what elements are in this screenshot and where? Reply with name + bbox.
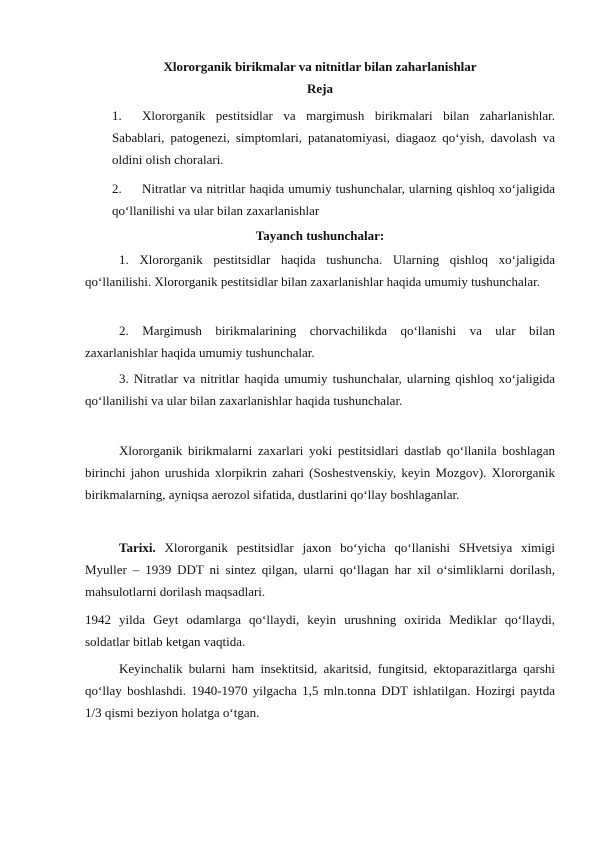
history-label: Tarixi.	[119, 540, 156, 555]
concept-item-1: 1. Xlororganik pestitsidlar haqida tushuncha. Ularning qishloq xo‘jaligida qo‘llanilishi. Xlororganik pestitsidlar bilan zaxarlanishlar haqida umumiy tushunchalar.	[85, 252, 555, 289]
concepts-heading: Tayanch tushunchalar:	[255, 228, 385, 243]
plan-item-text: Xlororganik pestitsidlar va margimush birikmalari bilan zaharlanishlar. Sabablari, patogenezi, simptomlari, patanatomiyasi, diagaoz qo‘yish, davolash va oldini olish choralari.	[112, 108, 555, 167]
intro-paragraph: Xlororganik birikmalarni zaxarlari yoki pestitsidlari dastlab qo‘llanila boshlagan birinchi jahon urushida xlorpikrin zahari (Soshestvenskiy, keyin Mozgov). Xlororganik birikmalarning, ayniqsa aerozol sifatida, dustlarini qo‘llay boshlaganlar.	[85, 443, 555, 502]
year-1942-paragraph: 1942 yilda Geyt odamlarga qo‘llaydi, keyin urushning oxirida Mediklar qo‘llaydi, soldatlar bitlab ketgan vaqtida.	[85, 612, 555, 649]
history-paragraph	[85, 537, 555, 603]
later-paragraph: Keyinchalik bularni ham insektitsid, akaritsid, fungitsid, ektoparazitlarga qarshi qo‘llay boshlashdi. 1940-1970 yilgacha 1,5 mln.tonna DDT ishlatilgan. Hozirgi paytda 1/3 qismi beziyon holatga o‘tgan.	[85, 661, 555, 720]
plan-item-number: 1.	[112, 108, 122, 123]
plan-heading: Reja	[307, 81, 333, 96]
concept-item-3: 3. Nitratlar va nitritlar haqida umumiy tushunchalar, ularning qishloq xo‘jaligida qo‘llanilishi va ular bilan zaxarlanishlar haqida tushunchalar.	[85, 371, 555, 408]
concept-item-2: 2. Margimush birikmalarining chorvachilikda qo‘llanishi va ular bilan zaxarlanishlar haqida umumiy tushunchalar.	[85, 323, 555, 360]
plan-item-2	[85, 178, 555, 222]
plan-item-1	[85, 105, 555, 171]
history-text: Xlororganik pestitsidlar jaxon bo‘yicha qo‘llanishi SHvetsiya ximigi Myuller – 1939 DDT ni sintez qilgan, ularni qo‘llagan har xil o‘simliklarni dorilash, mahsulotlarni dorilash maqsadlari.	[85, 540, 555, 599]
plan-item-number: 2.	[112, 181, 122, 196]
plan-item-text: Nitratlar va nitritlar haqida umumiy tushunchalar, ularning qishloq xo‘jaligida qo‘llanilishi va ular bilan zaxarlanishlar	[112, 181, 555, 218]
document-title: Xlororganik birikmalar va nitnitlar bilan zaharlanishlar	[163, 59, 477, 74]
